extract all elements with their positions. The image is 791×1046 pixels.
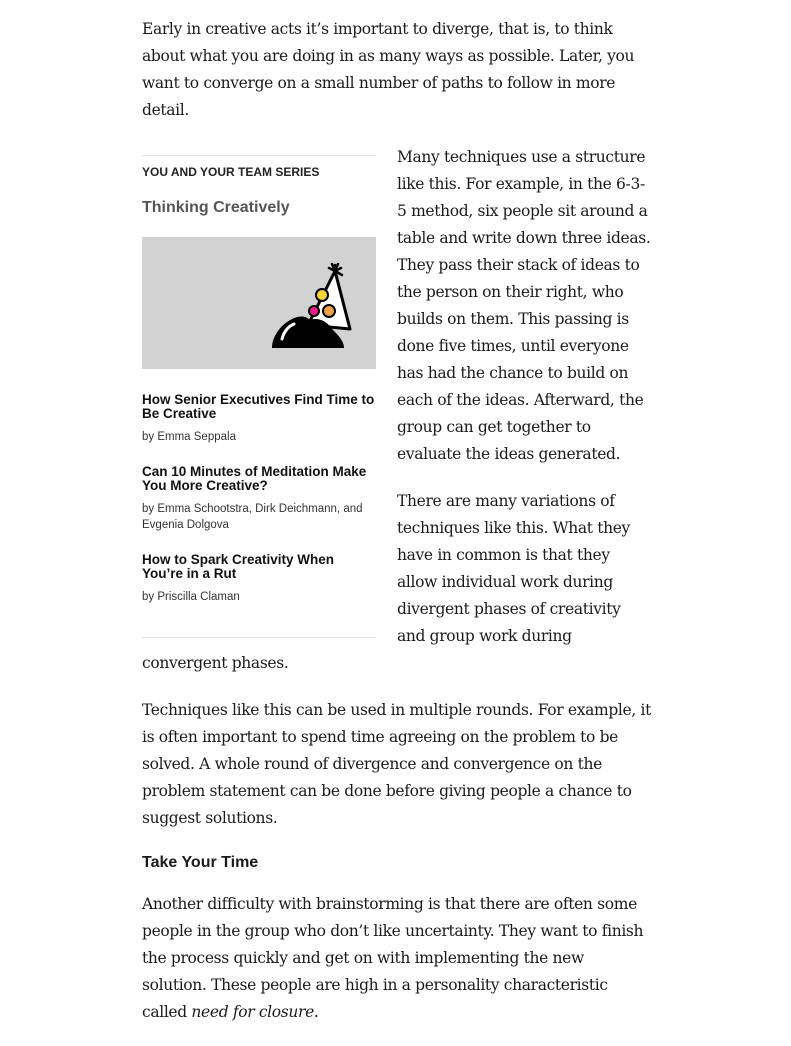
series-sidebar [142,155,376,638]
sidebar-article-link[interactable]: How to Spark Creativity When You’re in a Rut [142,552,335,581]
paragraph-variations: There are many variations of techniques like this. What they have in common is that they allow individual work during divergent phases of creativity and group work during convergent phases. [142,492,630,672]
paragraph-6-3-5-method: Many techniques use a structure like this. For example, in the 6-3-5 method, six people sit around a table and write down three ideas. They pass their stack of ideas to the person on their right, who builds on them. This passing is done five times, until everyone has had the chance to build on each of the ideas. Afterward, the group can get together to evaluate the ideas generated. [397,148,651,463]
italic-term: need for closure [191,1003,314,1021]
sidebar-article-1 [142,393,376,445]
series-title[interactable]: Thinking Creatively [142,199,290,216]
paragraph-end: . [313,1003,319,1021]
section-heading: Take Your Time [142,854,259,871]
sidebar-article-link[interactable]: How Senior Executives Find Time to Be Creative [142,392,375,421]
series-label: YOU AND YOUR TEAM SERIES [142,165,320,179]
sidebar-article-2 [142,465,376,533]
sidebar-article-byline: by Priscilla Claman [142,591,240,603]
article-body [142,16,652,1046]
series-promo-image[interactable] [142,237,376,369]
sidebar-article-3 [142,553,376,605]
sidebar-article-link[interactable]: Can 10 Minutes of Meditation Make You More Creative? [142,464,367,493]
sidebar-article-byline: by Emma Schootstra, Dirk Deichmann, and Evgenia Dolgova [142,503,363,531]
paragraph-need-for-closure [142,891,652,1026]
paragraph-multiple-rounds: Techniques like this can be used in multiple rounds. For example, it is often important to spend time agreeing on the problem to be solved. A whole round of divergence and convergence on the problem statement can be done before giving people a chance to suggest solutions. [142,701,651,827]
sidebar-article-byline: by Emma Seppala [142,431,236,443]
party-hat-blob-icon [142,237,376,369]
paragraph-text: Another difficulty with brainstorming is that there are often some people in the group who don’t like uncertainty. They want to finish the process quickly and get on with implementing the new solution. These people are high in a personality characteristic called [142,895,644,1021]
paragraph-diverge-converge: Early in creative acts it’s important to diverge, that is, to think about what you are doing in as many ways as possible. Later, you want to converge on a small number of paths to follow in more detail. [142,20,635,119]
